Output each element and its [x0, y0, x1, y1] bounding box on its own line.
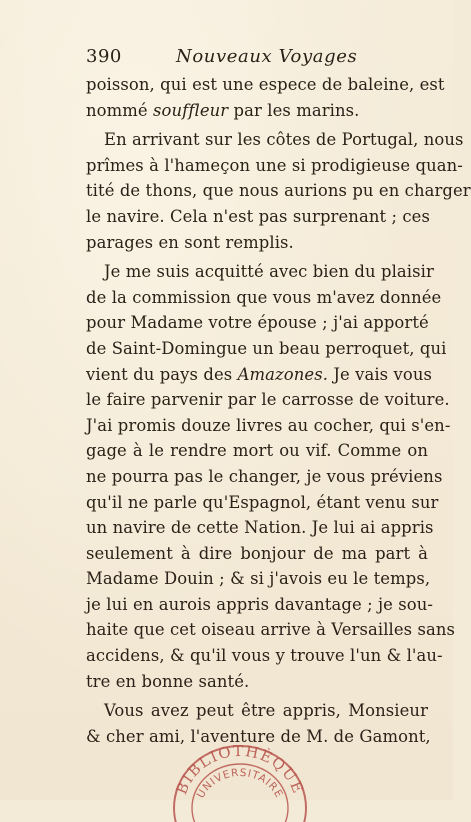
text-line: un navire de cette Nation. Je lui ai appris — [86, 518, 434, 538]
stamp-inner-text: UNIVERSITAIRE — [194, 766, 286, 801]
text-line: qu'il ne parle qu'Espagnol, étant venu sur — [86, 492, 439, 512]
text-line: prîmes à l'hameçon une si prodigieuse quan- — [86, 155, 463, 175]
text-line: J'ai promis douze livres au cocher, qui s'en- — [86, 415, 451, 435]
text-line: vient du pays des Amazones. Je vais vous — [86, 364, 432, 384]
text-line: nommé souffleur par les marins. — [86, 100, 360, 120]
running-header — [86, 46, 376, 70]
text-line: accidens, & qu'il vous y trouve l'un & l'au- — [86, 646, 443, 666]
paragraph-start-line: Je me suis acquitté avec bien du plaisir — [104, 262, 434, 282]
text-line: pour Madame votre épouse ; j'ai apporté — [86, 313, 429, 333]
body-text — [86, 72, 471, 749]
page-number: 390 — [86, 46, 122, 67]
running-title: Nouveaux Voyages — [176, 46, 358, 67]
svg-text:UNIVERSITAIRE — [195, 767, 286, 800]
svg-text:BIBLIOTHÈQUE — [172, 742, 307, 797]
text-line: Madame Douin ; & si j'avois eu le temps, — [86, 569, 431, 589]
text-line: gage à le rendre mort ou vif. Comme on — [86, 441, 428, 461]
text-line: seulement à dire bonjour de ma part à — [86, 543, 428, 563]
text-line: je lui en aurois appris davantage ; je sou- — [86, 594, 434, 614]
text-line: de la commission que vous m'avez donnée — [86, 287, 442, 307]
text-line: le faire parvenir par le carrosse de voiture. — [86, 390, 450, 410]
stamp-outer-text: BIBLIOTHÈQUE — [172, 741, 308, 797]
paragraph-start-line: En arrivant sur les côtes de Portugal, nous — [104, 130, 464, 150]
library-stamp — [170, 722, 310, 822]
text-line: le navire. Cela n'est pas surprenant ; ces — [86, 206, 430, 226]
text-line: parages en sont remplis. — [86, 232, 294, 252]
text-line: haite que cet oiseau arrive à Versailles sans — [86, 620, 456, 640]
paragraph-start-line: Vous avez peut être appris, Monsieur — [104, 701, 428, 721]
text-line: & cher ami, l'aventure de M. de Gamont, — [86, 726, 431, 746]
text-line: ne pourra pas le changer, je vous préviens — [86, 466, 443, 486]
text-line: de Saint-Domingue un beau perroquet, qui — [86, 338, 447, 358]
text-line: poisson, qui est une espece de baleine, est — [86, 75, 445, 94]
text-line: tité de thons, que nous aurions pu en charger — [86, 181, 471, 201]
text-line: tre en bonne santé. — [86, 671, 250, 691]
